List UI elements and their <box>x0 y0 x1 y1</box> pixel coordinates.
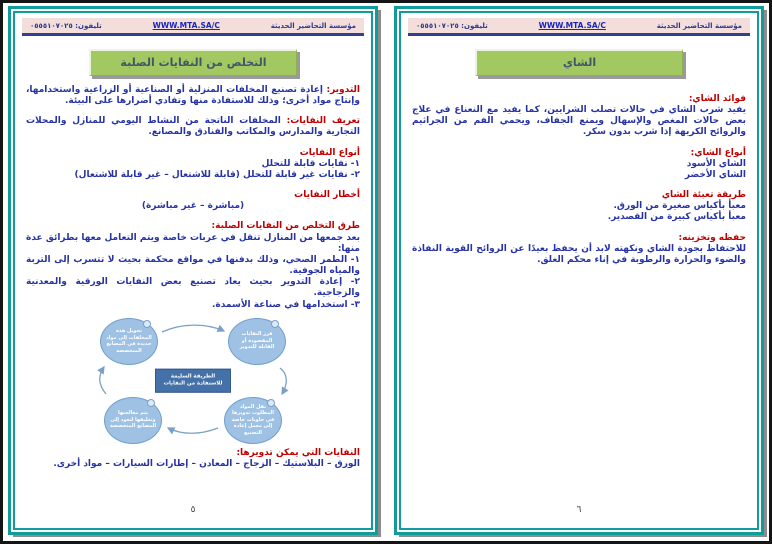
page-number: ٦ <box>576 505 582 515</box>
list-item-tea-black: الشاي الأسود <box>686 158 746 169</box>
term-text-waste: المخلفات الناتجة من النشاط اليومي للمنازل والمحلات التجارية والمدارس والمكاتب والفنادق والمصانع. <box>26 116 360 138</box>
heading-tea-packing: طريقة تعبئة الشاي <box>661 190 746 201</box>
heading-waste-dangers: أخطار النفايات <box>294 190 360 201</box>
org-name: مؤسسة التحاضير الحديثة <box>270 21 356 30</box>
heading-tea-kinds: أنواع الشاي: <box>690 147 746 158</box>
paragraph-recycling-definition <box>26 85 360 107</box>
website-link[interactable]: WWW.MTA.SA/C <box>152 21 220 30</box>
disposal-methods-intro: بعد جمعها من المنازل تنقل في عربات خاصة ويتم التعامل معها بطرائق عدة منها: <box>26 232 360 254</box>
heading-waste-types: أنواع النفايات <box>299 147 360 158</box>
cycle-arrow-left <box>100 367 106 394</box>
cycle-diagram <box>90 316 296 446</box>
org-name: مؤسسة التحاضير الحديثة <box>656 21 742 30</box>
cycle-step-convert <box>100 318 158 365</box>
step-badge-icon <box>271 320 279 328</box>
page-right-inner <box>399 11 759 530</box>
list-item-waste-type-2: ٢- نفايات غير قابلة للتحلل (قابلة للاشتعال – غير قابلة للاشتعال) <box>74 169 360 180</box>
list-item-method-2: ٢- إعادة التدوير بحيث يعاد تصنيع بعض النفايات الورقية والمعدنية والزجاجية. <box>26 277 360 299</box>
heading-recyclables: النفايات التي يمكن تدويرها: <box>236 447 360 458</box>
list-item-method-3: ٣- استخدامها في صناعة الأسمدة. <box>212 299 360 310</box>
cycle-step-process-label: يتم معالجتها وتغليفها لتعود إلى المصانع المتخصصة <box>109 410 157 430</box>
heading-tea-benefits: فوائد الشاي: <box>688 94 746 104</box>
page-right <box>394 6 764 535</box>
term-lead-recycling: التدوير: <box>326 85 360 95</box>
cycle-arrow-right <box>280 368 286 394</box>
step-badge-icon <box>267 399 275 407</box>
waste-dangers-line: (مباشرة – غير مباشرة) <box>141 201 245 212</box>
cycle-step-sort-label: فرز النفايات المقصودة أو القابلة للتدوير <box>239 331 275 351</box>
page-left-inner <box>13 11 373 530</box>
cycle-arrow-top <box>162 325 224 332</box>
tea-storage-text: للاحتفاظ بجودة الشاي ونكهته لابد أن يحفظ بعيدًا عن الروائح القوية النفاذة والضوء والحرارة والرطوبة في إناء محكم الغلق. <box>412 243 746 265</box>
recyclables-text: الورق – البلاستيك – الزجاج – المعادن – إطارات السيارات – مواد أخرى. <box>53 458 360 469</box>
heading-disposal-methods: طرق التخلص من النفايات الصلبة: <box>211 221 360 232</box>
phone-number: تليفون: ٠٥٥٥١٠٧٠٢٥ <box>416 21 488 30</box>
list-item-method-1: ١- الطمر الصحي، وذلك بدفنها في مواقع محكمة بحيث لا تتسرب إلى التربة والمياه الجوفية. <box>26 254 360 277</box>
heading-tea-storage: حفظه وتخزينه: <box>678 232 746 243</box>
step-badge-icon <box>143 320 151 328</box>
cycle-arrow-bottom <box>168 428 218 433</box>
tea-benefits-text: يفيد شرب الشاي في حالات تصلب الشرايين، كما يفيد مع النعناع في علاج بعض حالات المغص والإسهال ويمنع الجفاف، ويحمي الفم من الجراثيم والروائح الكريهة إذا شرب بدون سكر. <box>412 105 746 138</box>
cycle-center-box: الطريقة السليمة للاستفادة من النفايات <box>155 368 231 393</box>
step-badge-icon <box>147 399 155 407</box>
page-left <box>8 6 378 535</box>
website-link[interactable]: WWW.MTA.SA/C <box>538 21 606 30</box>
page-body <box>401 76 757 266</box>
cycle-step-sort <box>228 318 286 365</box>
page-number: ٥ <box>190 505 196 515</box>
phone-number: تليفون: ٠٥٥٥١٠٧٠٢٥ <box>30 21 102 30</box>
cycle-step-transport <box>224 397 282 444</box>
page-header <box>22 18 364 36</box>
page-header <box>408 18 750 36</box>
list-item-packing-tin: معبأ بأكياس كبيرة من القصدير. <box>607 212 746 223</box>
term-lead-waste: تعريف النفايات: <box>286 116 360 127</box>
list-item-tea-green: الشاي الأخضر <box>684 169 746 180</box>
term-text-recycling: إعادة تصنيع المخلفات المنزلية أو الصناعية أو الزراعية واستخدامها، وإنتاج مواد أخرى؛ وذلك للاستفادة منها وتفادي أضرارها على البيئة. <box>26 85 360 107</box>
list-item-waste-type-1: ١- نفايات قابلة للتحلل <box>261 158 360 169</box>
paragraph-waste-definition <box>26 116 360 138</box>
page-title: التخلص من النفايات الصلبة <box>89 49 297 76</box>
page-title: الشاي <box>475 49 683 76</box>
cycle-step-process <box>104 397 162 444</box>
cycle-step-convert-label: تحويل هذه المخلفات إلى مواد جديدة في المصانع المتخصصة <box>106 328 152 354</box>
list-item-packing-paper: معبأ بأكياس صغيرة من الورق. <box>613 201 746 212</box>
cycle-step-transport-label: نقل المواد المطلوب تدويرها في حاويات خاصة إلى معمل إعادة التصنيع <box>231 403 275 436</box>
page-body <box>15 76 371 470</box>
